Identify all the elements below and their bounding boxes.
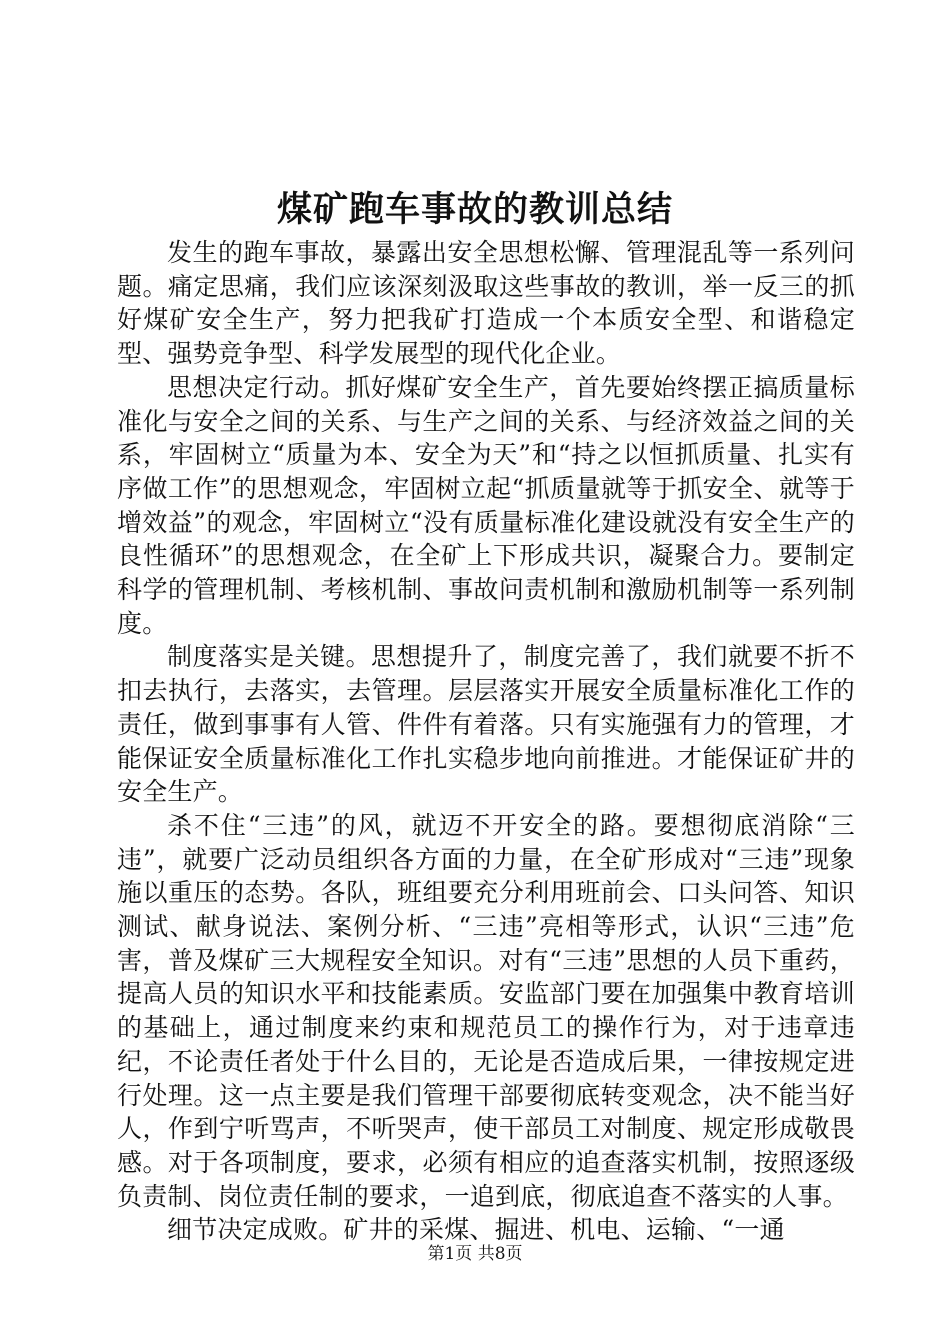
page-number-footer: 第1页 共8页 [427,1244,523,1264]
paragraph: 发生的跑车事故，暴露出安全思想松懈、管理混乱等一系列问题。痛定思痛，我们应该深刻汲取这些事故的教训，举一反三的抓好煤矿安全生产，努力把我矿打造成一个本质安全型、和谐稳定型、强势竞争型、科学发展型的现代化企业。 [117,238,855,369]
paragraph: 杀不住“三违”的风，就迈不开安全的路。要想彻底消除“三违”，就要广泛动员组织各方面的力量，在全矿形成对“三违”现象施以重压的态势。各队，班组要充分利用班前会、口头问答、知识测试、献身说法、案例分析、“三违”亮相等形式，认识“三违”危害，普及煤矿三大规程安全知识。对有“三违”思想的人员下重药，提高人员的知识水平和技能素质。安监部门要在加强集中教育培训的基础上，通过制度来约束和规范员工的操作行为，对于违章违纪，不论责任者处于什么目的，无论是否造成后果，一律按规定进行处理。这一点主要是我们管理干部要彻底转变观念，决不能当好人，作到宁听骂声，不听哭声，使干部员工对制度、规定形成敬畏感。对于各项制度，要求，必须有相应的追查落实机制，按照逐级负责制、岗位责任制的要求，一追到底，彻底追查不落实的人事。 [117,810,855,1211]
document-title: 煤矿跑车事故的教训总结 [276,189,673,230]
paragraph: 制度落实是关键。思想提升了，制度完善了，我们就要不折不扣去执行，去落实，去管理。层层落实开展安全质量标准化工作的责任，做到事事有人管、件件有着落。只有实施强有力的管理，才能保证安全质量标准化工作扎实稳步地向前推进。才能保证矿井的安全生产。 [117,642,855,807]
paragraph: 思想决定行动。抓好煤矿安全生产，首先要始终摆正搞质量标准化与安全之间的关系、与生产之间的关系、与经济效益之间的关系，牢固树立“质量为本、安全为天”和“持之以恒抓质量、扎实有序做工作”的思想观念，牢固树立起“抓质量就等于抓安全、就等于增效益”的观念，牢固树立“没有质量标准化建设就没有安全生产的良性循环”的思想观念，在全矿上下形成共识，凝聚合力。要制定科学的管理机制、考核机制、事故问责机制和激励机制等一系列制度。 [117,372,855,638]
paragraph: 细节决定成败。矿井的采煤、掘进、机电、运输、“一通 [167,1215,785,1245]
document-body [117,236,855,1247]
